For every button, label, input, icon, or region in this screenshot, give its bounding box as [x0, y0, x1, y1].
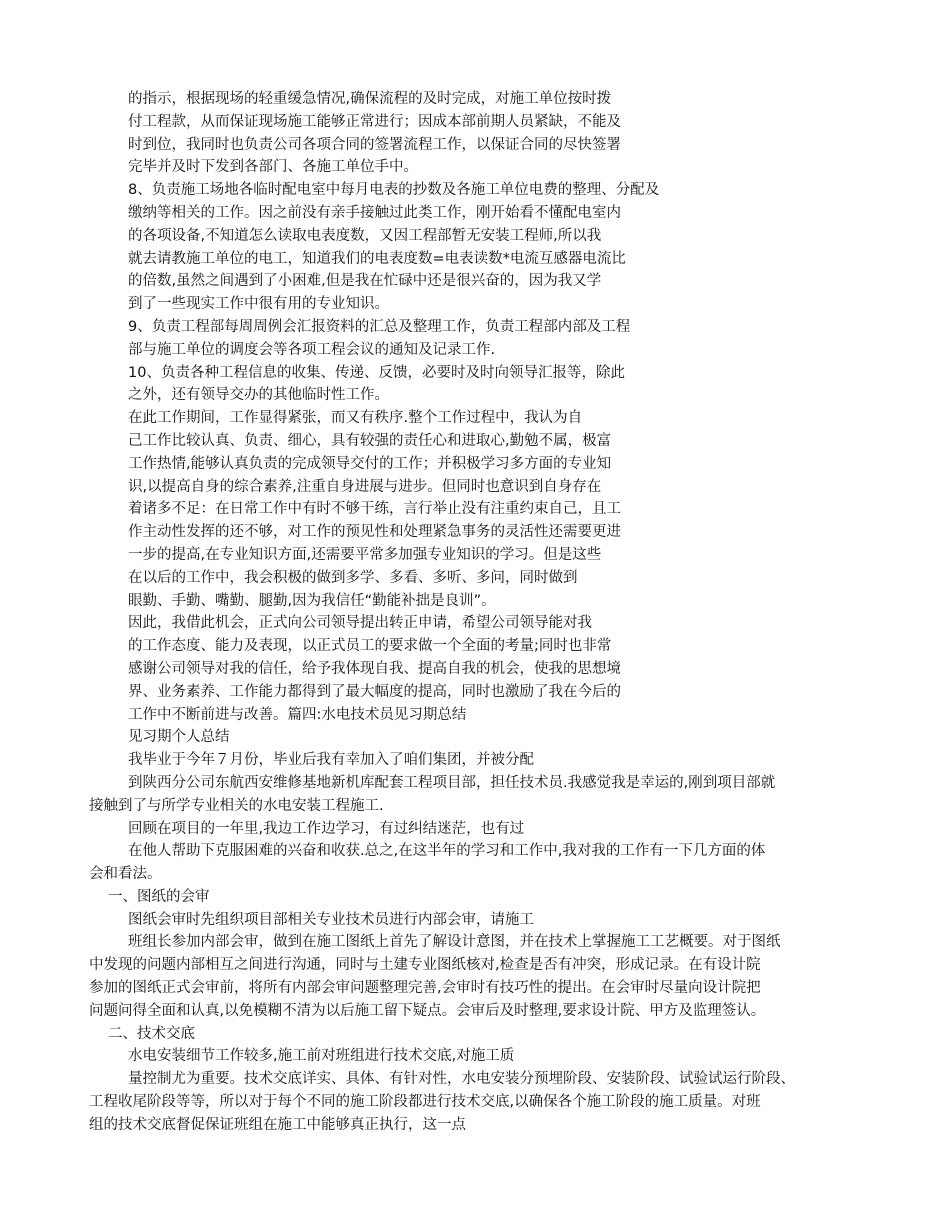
- text-line: 缴纳等相关的工作。因之前没有亲手接触过此类工作，刚开始看不懂配电室内: [128, 204, 621, 221]
- text-line: 工程收尾阶段等等，所以对于每个不同的施工阶段都进行技术交底,以确保各个施工阶段的施工质量。对班: [89, 1094, 761, 1111]
- text-line: 在此工作期间，工作显得紧张，而又有秩序.整个工作过程中，我认为自: [128, 410, 583, 427]
- document-body: [0, 88, 950, 1137]
- text-line: 的各项设备,不知道怎么读取电表度数，又因工程部暂无安装工程师,所以我: [128, 227, 602, 244]
- text-line: 感谢公司领导对我的信任，给予我体现自我、提高自我的机会，使我的思想境: [128, 660, 621, 677]
- text-line: 到陕西分公司东航西安维修基地新机库配套工程项目部，担任技术员.我感觉我是幸运的,刚到项目部就: [128, 774, 776, 791]
- text-line: 付工程款，从而保证现场施工能够正常进行；因成本部前期人员紧缺，不能及: [128, 113, 621, 130]
- text-line: 界、业务素养、工作能力都得到了最大幅度的提高，同时也激励了我在今后的: [128, 683, 621, 700]
- text-line: 着诸多不足：在日常工作中有时不够干练，言行举止没有注重约束自己，且工: [128, 501, 621, 518]
- text-line: 的指示，根据现场的轻重缓急情况,确保流程的及时完成，对施工单位按时拨: [128, 91, 612, 107]
- section-heading-2: 二、技术交底: [108, 1025, 195, 1042]
- text-line: 参加的图纸正式会审前，将所有内部会审问题整理完善,会审时有技巧性的提出。在会审时尽量向设计院把: [89, 980, 761, 997]
- text-line: 就去请教施工单位的电工，知道我们的电表度数=电表读数*电流互感器电流比: [128, 250, 626, 267]
- text-line: 班组长参加内部会审，做到在施工图纸上首先了解设计意图，并在技术上掌握施工工艺概要。对于图纸: [128, 934, 781, 951]
- text-line: 图纸会审时先组织项目部相关专业技术员进行内部会审，请施工: [128, 911, 534, 928]
- text-line: 到了一些现实工作中很有用的专业知识。: [128, 296, 389, 313]
- text-line: 之外，还有领导交办的其他临时性工作。: [128, 387, 389, 404]
- text-line: 因此，我借此机会，正式向公司领导提出转正申请，希望公司领导能对我: [128, 615, 592, 632]
- text-line: 组的技术交底督促保证班组在施工中能够真正执行，这一点: [89, 1116, 466, 1133]
- text-line: 一步的提高,在专业知识方面,还需要平常多加强专业知识的学习。但是这些: [128, 546, 602, 563]
- section-heading-1: 一、图纸的会审: [108, 888, 210, 905]
- list-item-9: 9、负责工程部每周周例会汇报资料的汇总及整理工作，负责工程部内部及工程: [128, 318, 631, 335]
- text-line: 在他人帮助下克服困难的兴奋和收获.总之,在这半年的学习和工作中,我对我的工作有一下几方面的体: [128, 843, 766, 860]
- text-line: 工作中不断前进与改善。篇四:水电技术员见习期总结: [128, 706, 467, 723]
- text-line: 工作热情,能够认真负责的完成领导交付的工作；并积极学习多方面的专业知: [128, 455, 612, 472]
- text-line: 问题问得全面和认真,以免模糊不清为以后施工留下疑点。会审后及时整理,要求设计院、甲方及监理签认。: [89, 1002, 766, 1019]
- text-line: 作主动性发挥的还不够，对工作的预见性和处理紧急事务的灵活性还需要更进: [128, 524, 621, 541]
- text-line: 量控制尤为重要。技术交底详实、具体、有针对性，水电安装分预埋阶段、安装阶段、试验试运行阶段、: [128, 1071, 795, 1088]
- text-line: 中发现的问题内部相互之间进行沟通，同时与土建专业图纸核对,检查是否有冲突，形成记录。在有设计院: [89, 957, 761, 974]
- text-line: 识,以提高自身的综合素养,注重自身进展与进步。但同时也意识到自身存在: [128, 478, 602, 495]
- text-line: 己工作比较认真、负责、细心，具有较强的责任心和进取心,勤勉不属，极富: [128, 432, 612, 449]
- text-line: 我毕业于今年７月份，毕业后我有幸加入了咱们集团，并被分配: [128, 752, 534, 769]
- text-line: 时到位，我同时也负责公司各项合同的签署流程工作，以保证合同的尽快签署: [128, 136, 621, 153]
- text-line: 的工作态度、能力及表现，以正式员工的要求做一个全面的考量;同时也非常: [128, 638, 612, 655]
- text-line: 眼勤、手勤、嘴勤、腿勤,因为我信任“勤能补拙是良训”。: [128, 592, 496, 609]
- text-line: 会和看法。: [89, 866, 162, 883]
- list-item-10: 10、负责各种工程信息的收集、传递、反馈，必要时及时向领导汇报等，除此: [128, 364, 625, 381]
- text-line: 回顾在项目的一年里,我边工作边学习，有过纠结迷茫，也有过: [128, 820, 525, 837]
- text-line: 的倍数,虽然之间遇到了小困难,但是我在忙碌中还是很兴奋的，因为我又学: [128, 273, 602, 290]
- text-line: 部与施工单位的调度会等各项工程会议的通知及记录工作.: [128, 341, 496, 358]
- text-line: 水电安装细节工作较多,施工前对班组进行技术交底,对施工质: [128, 1048, 515, 1065]
- section-title: 见习期个人总结: [128, 729, 230, 746]
- list-item-8: 8、负责施工场地各临时配电室中每月电表的抄数及各施工单位电费的整理、分配及: [128, 182, 660, 199]
- text-line: 在以后的工作中，我会积极的做到多学、多看、多听、多问，同时做到: [128, 569, 578, 586]
- text-line: 接触到了与所学专业相关的水电安装工程施工.: [89, 797, 384, 814]
- text-line: 完毕并及时下发到各部门、各施工单位手中。: [128, 159, 418, 176]
